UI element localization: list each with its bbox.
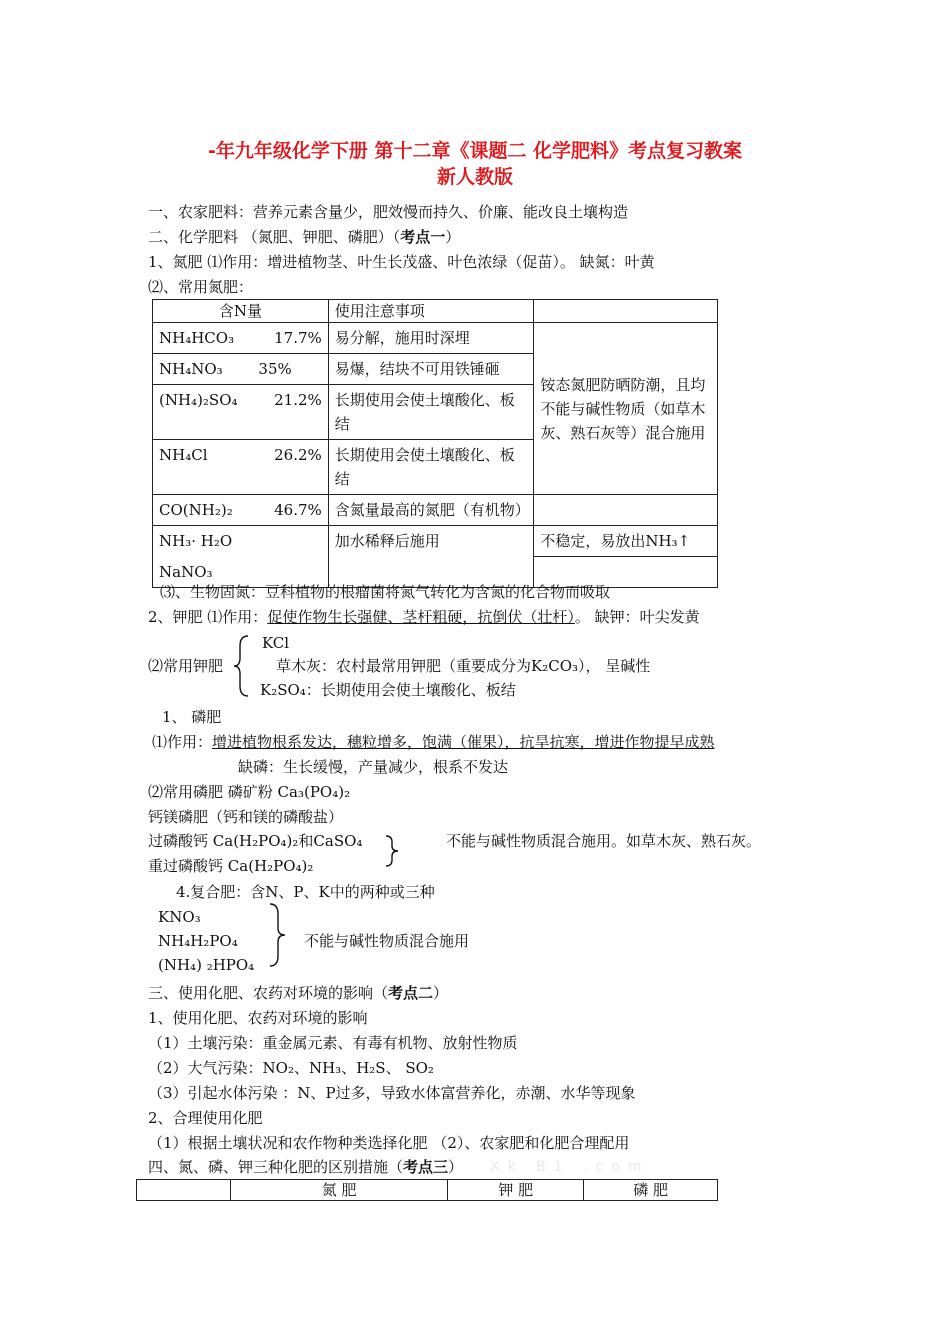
nitrogen-use: 1、氮肥 ⑴作用：增进植物茎、叶生长茂盛、叶色浓绿（促苗）。 缺氮：叶黄 [148,253,655,271]
potassium-k2so4: K₂SO₄：长期使用会使土壤酸化、板结 [260,681,516,699]
header-n-content: 含N量 [153,300,329,323]
cell-formula: NH₄HCO₃ 17.7% [153,323,329,354]
right-brace-icon [268,902,288,968]
section-1: 一、农家肥料：营养元素含量少，肥效慢而持久、价廉、能改良土壤构造 [148,203,629,221]
potassium-kcl: KCl [262,634,290,652]
table-row [153,323,718,354]
section-3: 三、使用化肥、农药对环境的影响（考点二） [148,984,449,1002]
cell-note: 含氮量最高的氮肥（有机物） [328,495,534,526]
header-potassium: 钾 肥 [448,1180,584,1201]
header-blank [137,1180,231,1201]
cell-note: 长期使用会使土壤酸化、板结 [328,440,534,495]
right-brace-icon [384,834,402,868]
cell-merged-note: 铵态氮肥防晒防潮，且均不能与碱性物质（如草木灰、熟石灰等）混合施用 [534,323,718,495]
rational-items: （1）根据土壤状况和农作物种类选择化肥 （2）、农家肥和化肥合理配用 [148,1134,630,1152]
env-title: 1、使用化肥、农药对环境的影响 [148,1009,368,1027]
cell-note: 加水稀释后施用 [328,526,534,557]
compound-nh4h2po4: NH₄H₂PO₄ [158,932,238,950]
compound-note: 不能与碱性物质混合施用 [304,932,470,950]
phosphorus-triple: 重过磷酸钙 Ca(H₂PO₄)₂ [148,857,314,875]
header-blank [534,300,718,323]
compound-nh42hpo4: (NH₄) ₂HPO₄ [158,956,255,974]
header-notes: 使用注意事项 [328,300,534,323]
page-title: -年九年级化学下册 第十二章《课题二 化学肥料》考点复习教案 [207,140,743,162]
diff-table [136,1179,718,1201]
rational-title: 2、合理使用化肥 [148,1109,263,1127]
env-water: （3）引起水体污染 ：N、P过多，导致水体富营养化，赤潮、水华等现象 [148,1084,636,1102]
table-header-row [153,300,718,323]
cell-note: 易分解，施用时深埋 [328,323,534,354]
table-header-row [137,1180,718,1201]
cell-formula: CO(NH₂)₂ 46.7% [153,495,329,526]
cell-formula: NH₃· H₂O [153,526,329,557]
header-nitrogen: 氮 肥 [230,1180,448,1201]
watermark: Xk B1 .com [490,1159,650,1175]
potassium-ash: 草木灰：农村最常用钾肥（重要成分为K₂CO₃）， 呈碱性 [276,657,651,675]
header-phosphorus: 磷 肥 [584,1180,718,1201]
cell-note: 长期使用会使土壤酸化、板结 [328,385,534,440]
phosphorus-superphosphate: 过磷酸钙 Ca(H₂PO₄)₂和CaSO₄ [148,832,363,850]
cell-nh3-note: 不稳定，易放出NH₃↑ [534,526,718,557]
cell-formula: NaNO₃ [153,557,329,588]
cell-formula: NH₄Cl 26.2% [153,440,329,495]
cell-blank [534,495,718,526]
cell-formula: (NH₄)₂SO₄ 21.2% [153,385,329,440]
compound-title: 4.复合肥：含N、P、K中的两种或三种 [176,883,435,901]
bio-fixation: ⑶、生物固氮：豆科植物的根瘤菌将氮气转化为含氮的化合物而吸取 [160,583,611,601]
cell-formula: NH₄NO₃ 35% [153,354,329,385]
section-2: 二、化学肥料 （氮肥、钾肥、磷肥）（考点一） [148,228,461,246]
env-soil: （1）土壤污染：重金属元素、有毒有机物、放射性物质 [148,1034,518,1052]
left-brace-icon [232,634,252,698]
phosphorus-title: 1、 磷肥 [162,708,222,726]
page-subtitle: 新人教版 [436,166,513,188]
phosphorus-note: 不能与碱性物质混合施用。如草木灰、熟石灰。 [446,832,762,850]
table-row [153,495,718,526]
potassium-use: 2、钾肥 ⑴作用：促使作物生长强健、茎杆粗硬，抗倒伏（壮杆）。 缺钾：叶尖发黄 [148,608,700,626]
nitrogen-table [152,299,718,588]
nitrogen-common-label: ⑵、常用氮肥： [148,278,254,296]
phosphorus-common: ⑵常用磷肥 磷矿粉 Ca₃(PO₄)₂ [148,783,351,801]
potassium-common-label: ⑵常用钾肥 [148,657,224,675]
compound-kno3: KNO₃ [158,908,201,926]
env-air: （2）大气污染：NO₂、NH₃、H₂S、 SO₂ [148,1059,434,1077]
section-4: 四、氮、磷、钾三种化肥的区别措施（考点三） [148,1158,464,1176]
cell-note: 易爆，结块不可用铁锤砸 [328,354,534,385]
phosphorus-gm: 钙镁磷肥（钙和镁的磷酸盐） [148,808,344,826]
table-row [153,526,718,557]
phosphorus-lack: 缺磷：生长缓慢，产量减少，根系不发达 [238,758,509,776]
phosphorus-use: ⑴作用：增进植物根系发达，穗粒增多，饱满（催果），抗旱抗寒，增进作物提早成熟 [152,733,715,751]
